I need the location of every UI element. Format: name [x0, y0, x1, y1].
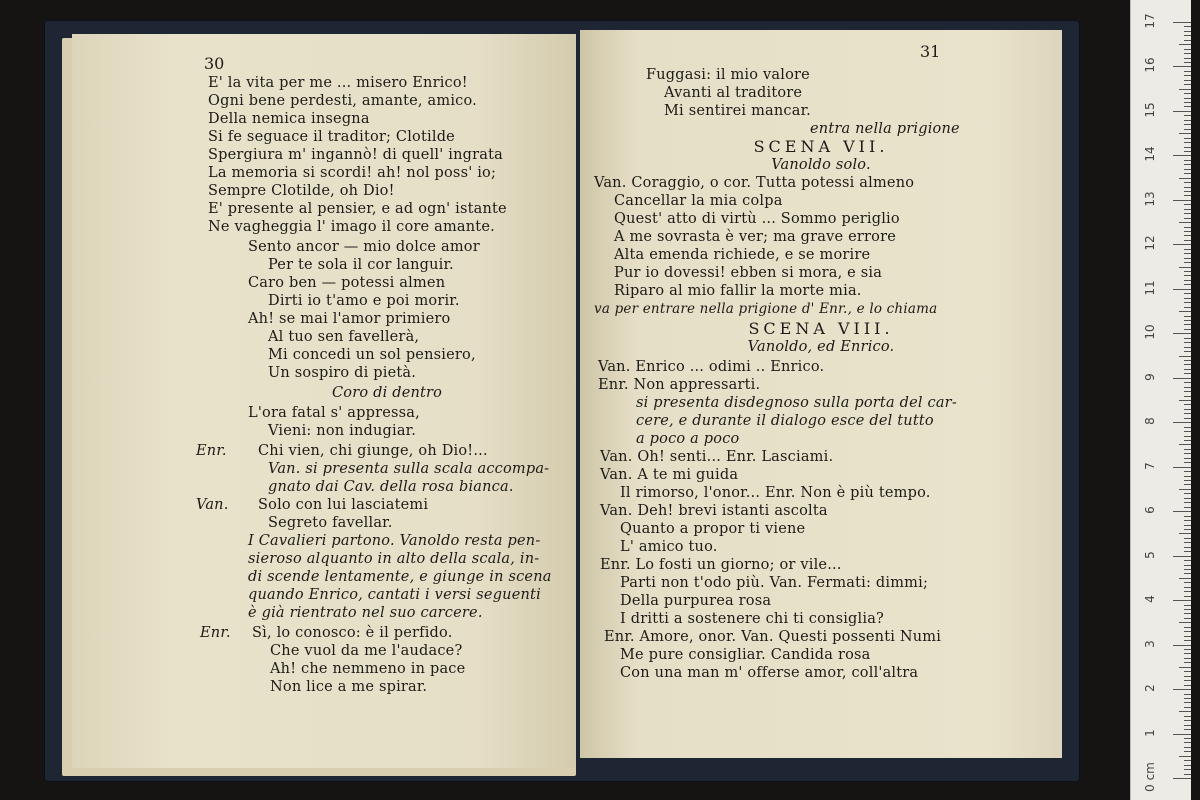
text-line: Mi sentirei mancar.	[664, 103, 811, 119]
text-line: Ah! che nemmeno in pace	[270, 661, 466, 677]
measurement-ruler	[1130, 0, 1191, 800]
ruler-label: 10	[1143, 324, 1157, 340]
text-line: Non lice a me spirar.	[270, 679, 428, 695]
text-line: Avanti al traditore	[664, 85, 803, 101]
text-line: Quanto a propor ti viene	[620, 521, 806, 537]
ruler-tick	[1184, 596, 1191, 597]
ruler-tick	[1184, 631, 1191, 632]
ruler-tick	[1184, 382, 1191, 383]
ruler-tick	[1179, 756, 1191, 757]
ruler-tick	[1184, 462, 1191, 463]
ruler-tick	[1179, 489, 1191, 490]
ruler-tick	[1184, 694, 1191, 695]
stage-direction: entra nella prigione	[810, 121, 960, 137]
ruler-tick	[1184, 404, 1191, 405]
ruler-tick	[1184, 98, 1191, 99]
ruler-tick	[1184, 253, 1191, 254]
scene-cast: Vanoldo, ed Enrico.	[747, 339, 895, 355]
ruler-tick	[1184, 409, 1191, 410]
ruler-tick	[1184, 720, 1191, 721]
text-line: Dirti io t'amo e poi morir.	[268, 293, 460, 309]
ruler-label: 1	[1143, 728, 1157, 737]
ruler-tick	[1184, 440, 1191, 441]
ruler-label: 3	[1143, 639, 1157, 648]
text-line: L' amico tuo.	[620, 539, 718, 555]
ruler-tick	[1184, 484, 1191, 485]
ruler-tick	[1179, 222, 1191, 223]
ruler-tick	[1179, 89, 1191, 90]
text-line: Per te sola il cor languir.	[268, 257, 454, 273]
ruler-tick	[1184, 49, 1191, 50]
ruler-tick	[1179, 444, 1191, 445]
text-line: Quest' atto di virtù ... Sommo periglio	[614, 211, 900, 227]
ruler-tick	[1184, 436, 1191, 437]
ruler-tick	[1173, 200, 1191, 201]
text-line: Ne vagheggia l' imago il core amante.	[208, 219, 495, 235]
ruler-tick	[1184, 93, 1191, 94]
ruler-tick	[1173, 467, 1191, 468]
ruler-tick	[1184, 613, 1191, 614]
ruler-tick	[1184, 502, 1191, 503]
ruler-label: 13	[1143, 191, 1157, 207]
stage-direction: va per entrare nella prigione d' Enr., e lo chiama	[594, 301, 938, 317]
ruler-tick	[1184, 560, 1191, 561]
ruler-label: 15	[1143, 102, 1157, 118]
ruler-tick	[1184, 618, 1191, 619]
ruler-tick	[1184, 209, 1191, 210]
stage-direction: I Cavalieri partono. Vanoldo resta pen-	[248, 533, 541, 549]
ruler-label: 12	[1143, 235, 1157, 251]
right-page	[580, 30, 1062, 758]
ruler-tick	[1184, 147, 1191, 148]
ruler-tick	[1184, 84, 1191, 85]
ruler-tick	[1184, 427, 1191, 428]
stage-direction: Van. si presenta sulla scala accompa-	[268, 461, 550, 477]
scene-heading: SCENA VIII.	[748, 319, 894, 338]
ruler-tick	[1184, 449, 1191, 450]
ruler-tick	[1179, 711, 1191, 712]
ruler-tick	[1184, 653, 1191, 654]
text-line: Fuggasi: il mio valore	[646, 67, 810, 83]
stage-direction: è già rientrato nel suo carcere.	[248, 605, 483, 621]
ruler-tick	[1184, 58, 1191, 59]
ruler-tick	[1184, 413, 1191, 414]
ruler-tick	[1184, 676, 1191, 677]
ruler-tick	[1184, 729, 1191, 730]
text-line: A me sovrasta è ver; ma grave errore	[614, 229, 896, 245]
ruler-tick	[1173, 155, 1191, 156]
text-line: Me pure consigliar. Candida rosa	[620, 647, 871, 663]
text-line: Sì, lo conosco: è il perfido.	[252, 625, 453, 641]
ruler-tick	[1173, 734, 1191, 735]
text-line: Van. Deh! brevi istanti ascolta	[600, 503, 828, 519]
ruler-tick	[1173, 600, 1191, 601]
scene-cast: Vanoldo solo.	[771, 157, 871, 173]
text-line: Sempre Clotilde, oh Dio!	[208, 183, 395, 199]
ruler-tick	[1184, 329, 1191, 330]
text-line: Pur io dovessi! ebben si mora, e sia	[614, 265, 883, 281]
text-line: Al tuo sen favellerà,	[268, 329, 420, 345]
ruler-label: 14	[1143, 146, 1157, 163]
ruler-tick	[1184, 565, 1191, 566]
text-line: Ogni bene perdesti, amante, amico.	[208, 93, 477, 109]
text-line: Mi concedi un sol pensiero,	[268, 347, 476, 363]
ruler-tick	[1173, 244, 1191, 245]
ruler-tick	[1184, 476, 1191, 477]
text-line: I dritti a sostenere chi ti consiglia?	[620, 611, 885, 627]
text-line: Riparo al mio fallir la morte mia.	[614, 283, 862, 299]
text-line: Enr. Lo fosti un giorno; or vile...	[600, 557, 842, 573]
ruler-tick	[1184, 169, 1191, 170]
ruler-tick	[1179, 400, 1191, 401]
ruler-tick	[1179, 578, 1191, 579]
ruler-tick	[1173, 556, 1191, 557]
ruler-tick	[1184, 71, 1191, 72]
text-line: Caro ben — potessi almen	[248, 275, 446, 291]
text-line: Van. Coraggio, o cor. Tutta potessi almeno	[594, 175, 915, 191]
stage-direction: si presenta disdegnoso sulla porta del car-	[636, 395, 957, 411]
ruler-tick	[1184, 747, 1191, 748]
ruler-tick	[1179, 622, 1191, 623]
text-line: Della purpurea rosa	[620, 593, 772, 609]
ruler-tick	[1184, 658, 1191, 659]
stage-direction: a poco a poco	[636, 431, 740, 447]
page-number: 30	[204, 54, 225, 73]
ruler-tick	[1184, 538, 1191, 539]
ruler-label: 9	[1143, 372, 1157, 381]
ruler-tick	[1179, 133, 1191, 134]
ruler-tick	[1179, 311, 1191, 312]
ruler-tick	[1179, 44, 1191, 45]
ruler-tick	[1179, 356, 1191, 357]
ruler-tick	[1184, 742, 1191, 743]
ruler-tick	[1184, 320, 1191, 321]
ruler-tick	[1184, 698, 1191, 699]
ruler-tick	[1184, 516, 1191, 517]
ruler-tick	[1184, 249, 1191, 250]
ruler-tick	[1184, 707, 1191, 708]
ruler-tick	[1184, 525, 1191, 526]
ruler-tick	[1173, 689, 1191, 690]
ruler-tick	[1184, 529, 1191, 530]
text-line: Van. A te mi guida	[600, 467, 739, 483]
ruler-label: 8	[1143, 417, 1157, 426]
ruler-tick	[1184, 31, 1191, 32]
ruler-tick	[1184, 347, 1191, 348]
ruler-tick	[1184, 471, 1191, 472]
ruler-tick	[1184, 115, 1191, 116]
ruler-tick	[1184, 351, 1191, 352]
ruler-tick	[1184, 53, 1191, 54]
ruler-tick	[1184, 240, 1191, 241]
ruler-label: 4	[1143, 595, 1157, 603]
ruler-tick	[1184, 627, 1191, 628]
ruler-tick	[1184, 124, 1191, 125]
page-number: 31	[920, 42, 941, 61]
ruler-tick	[1184, 213, 1191, 214]
ruler-tick	[1179, 667, 1191, 668]
ruler-tick	[1184, 725, 1191, 726]
ruler-tick	[1184, 235, 1191, 236]
ruler-label: 7	[1143, 461, 1157, 470]
ruler-tick	[1184, 218, 1191, 219]
ruler-tick	[1184, 182, 1191, 183]
stage-direction: cere, e durante il dialogo esce del tutto	[636, 413, 934, 429]
ruler-tick	[1184, 418, 1191, 419]
text-line: La memoria si scordi! ah! nol poss' io;	[208, 165, 497, 181]
ruler-tick	[1173, 422, 1191, 423]
ruler-tick	[1184, 187, 1191, 188]
ruler-tick	[1184, 369, 1191, 370]
speaker-label: Enr.	[200, 625, 231, 641]
text-line: Enr. Amore, onor. Van. Questi possenti Numi	[604, 629, 942, 645]
ruler-tick	[1184, 258, 1191, 259]
text-line: Van. Oh! senti... Enr. Lasciami.	[600, 449, 834, 465]
ruler-tick	[1184, 636, 1191, 637]
ruler-tick	[1184, 680, 1191, 681]
ruler-tick	[1184, 609, 1191, 610]
text-line: E' la vita per me ... misero Enrico!	[208, 75, 468, 91]
ruler-tick	[1173, 22, 1191, 23]
ruler-tick	[1184, 774, 1191, 775]
ruler-tick	[1184, 649, 1191, 650]
ruler-label: 17	[1143, 13, 1157, 29]
ruler-tick	[1173, 378, 1191, 379]
ruler-tick	[1184, 324, 1191, 325]
ruler-tick	[1184, 271, 1191, 272]
ruler-tick	[1184, 173, 1191, 174]
text-line: Ah! se mai l'amor primiero	[248, 311, 451, 327]
ruler-tick	[1184, 453, 1191, 454]
ruler-tick	[1184, 151, 1191, 152]
ruler-tick	[1179, 178, 1191, 179]
text-line: Vieni: non indugiar.	[268, 423, 417, 439]
ruler-tick	[1184, 142, 1191, 143]
ruler-tick	[1184, 138, 1191, 139]
ruler-label: 0 cm	[1143, 762, 1157, 792]
ruler-tick	[1184, 702, 1191, 703]
ruler-tick	[1184, 587, 1191, 588]
ruler-tick	[1184, 284, 1191, 285]
ruler-label: 5	[1143, 550, 1157, 559]
left-page	[72, 34, 576, 768]
ruler-tick	[1184, 40, 1191, 41]
text-line: Si fe seguace il traditor; Clotilde	[208, 129, 455, 145]
ruler-tick	[1184, 662, 1191, 663]
ruler-tick	[1173, 511, 1191, 512]
speaker-label: Van.	[196, 497, 229, 513]
ruler-tick	[1184, 685, 1191, 686]
ruler-tick	[1184, 231, 1191, 232]
text-line: Della nemica insegna	[208, 111, 370, 127]
text-line: Segreto favellar.	[268, 515, 393, 531]
ruler-tick	[1184, 102, 1191, 103]
ruler-tick	[1184, 280, 1191, 281]
ruler-tick	[1173, 778, 1191, 779]
stage-direction: di scende lentamente, e giunge in scena	[248, 569, 552, 585]
ruler-tick	[1184, 80, 1191, 81]
ruler-tick	[1184, 338, 1191, 339]
ruler-tick	[1184, 769, 1191, 770]
ruler-tick	[1184, 751, 1191, 752]
ruler-label: 16	[1143, 57, 1157, 74]
text-line: Con una man m' offerse amor, coll'altra	[620, 665, 919, 681]
ruler-tick	[1184, 498, 1191, 499]
ruler-tick	[1184, 391, 1191, 392]
ruler-label: 6	[1143, 506, 1157, 514]
ruler-tick	[1184, 120, 1191, 121]
ruler-tick	[1184, 298, 1191, 299]
ruler-tick	[1184, 195, 1191, 196]
text-line: Van. Enrico ... odimi .. Enrico.	[598, 359, 825, 375]
ruler-tick	[1173, 66, 1191, 67]
ruler-tick	[1184, 458, 1191, 459]
ruler-tick	[1184, 262, 1191, 263]
ruler-tick	[1184, 275, 1191, 276]
ruler-tick	[1184, 342, 1191, 343]
ruler-tick	[1184, 26, 1191, 27]
ruler-tick	[1184, 307, 1191, 308]
ruler-tick	[1184, 671, 1191, 672]
ruler-tick	[1179, 267, 1191, 268]
ruler-tick	[1184, 605, 1191, 606]
ruler-tick	[1184, 547, 1191, 548]
ruler-tick	[1184, 493, 1191, 494]
stage-direction: Coro di dentro	[332, 385, 443, 401]
ruler-tick	[1184, 569, 1191, 570]
ruler-tick	[1184, 431, 1191, 432]
text-line: Parti non t'odo più. Van. Fermati: dimmi;	[620, 575, 929, 591]
ruler-tick	[1184, 35, 1191, 36]
ruler-tick	[1179, 533, 1191, 534]
ruler-tick	[1173, 289, 1191, 290]
ruler-tick	[1184, 204, 1191, 205]
ruler-tick	[1184, 62, 1191, 63]
ruler-tick	[1184, 542, 1191, 543]
ruler-tick	[1184, 507, 1191, 508]
text-line: Sento ancor — mio dolce amor	[248, 239, 480, 255]
ruler-tick	[1173, 645, 1191, 646]
text-line: Enr. Non appressarti.	[598, 377, 761, 393]
text-line: Cancellar la mia colpa	[614, 193, 783, 209]
text-line: E' presente al pensier, e ad ogn' istante	[208, 201, 507, 217]
ruler-tick	[1173, 111, 1191, 112]
ruler-tick	[1184, 164, 1191, 165]
ruler-tick	[1184, 129, 1191, 130]
ruler-tick	[1184, 106, 1191, 107]
ruler-tick	[1184, 191, 1191, 192]
ruler-tick	[1184, 227, 1191, 228]
text-line: Chi vien, chi giunge, oh Dio!...	[258, 443, 488, 459]
text-line: Un sospiro di pietà.	[268, 365, 417, 381]
ruler-tick	[1184, 360, 1191, 361]
ruler-tick	[1184, 293, 1191, 294]
ruler-label: 2	[1143, 684, 1157, 692]
ruler-tick	[1184, 373, 1191, 374]
ruler-tick	[1184, 573, 1191, 574]
ruler-tick	[1184, 738, 1191, 739]
ruler-label: 11	[1143, 280, 1157, 296]
ruler-tick	[1184, 396, 1191, 397]
ruler-tick	[1184, 364, 1191, 365]
ruler-tick	[1184, 520, 1191, 521]
text-line: Solo con lui lasciatemi	[258, 497, 429, 513]
ruler-tick	[1184, 160, 1191, 161]
ruler-tick	[1184, 760, 1191, 761]
text-line: Il rimorso, l'onor... Enr. Non è più tempo.	[620, 485, 931, 501]
ruler-tick	[1184, 387, 1191, 388]
stage-direction: sieroso alquanto in alto della scala, in-	[248, 551, 540, 567]
ruler-tick	[1184, 765, 1191, 766]
ruler-tick	[1184, 302, 1191, 303]
stage-direction: quando Enrico, cantati i versi seguenti	[248, 587, 541, 603]
ruler-tick	[1184, 75, 1191, 76]
ruler-tick	[1173, 333, 1191, 334]
text-line: L'ora fatal s' appressa,	[248, 405, 420, 421]
ruler-tick	[1184, 480, 1191, 481]
ruler-tick	[1184, 591, 1191, 592]
ruler-tick	[1184, 551, 1191, 552]
stage-direction: gnato dai Cav. della rosa bianca.	[268, 479, 514, 495]
ruler-tick	[1184, 640, 1191, 641]
text-line: Spergiura m' ingannò! di quell' ingrata	[208, 147, 503, 163]
text-line: Che vuol da me l'audace?	[270, 643, 463, 659]
text-line: Alta emenda richiede, e se morire	[614, 247, 871, 263]
scene-heading: SCENA VII.	[753, 137, 889, 156]
speaker-label: Enr.	[196, 443, 227, 459]
ruler-tick	[1184, 582, 1191, 583]
ruler-tick	[1184, 316, 1191, 317]
ruler-tick	[1184, 716, 1191, 717]
